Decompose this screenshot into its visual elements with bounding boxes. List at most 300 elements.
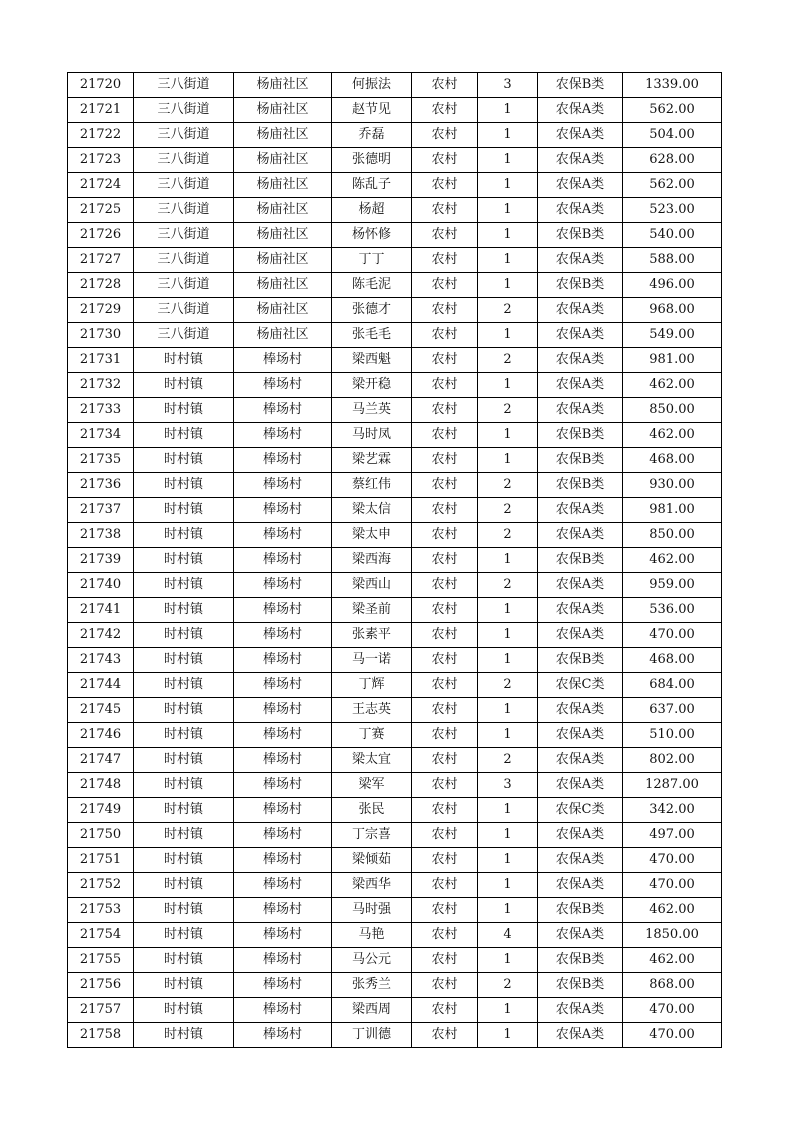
count-cell: 1 (478, 848, 538, 873)
table-row (68, 923, 722, 948)
community-cell: 杨庙社区 (234, 73, 332, 98)
category-cell: 农保A类 (538, 998, 623, 1023)
table-row (68, 898, 722, 923)
type-cell: 农村 (412, 323, 478, 348)
town-cell: 三八街道 (134, 98, 234, 123)
id-cell: 21732 (68, 373, 134, 398)
name-cell: 梁西海 (332, 548, 412, 573)
name-cell: 陈乱子 (332, 173, 412, 198)
name-cell: 丁训德 (332, 1023, 412, 1048)
category-cell: 农保B类 (538, 273, 623, 298)
town-cell: 时村镇 (134, 773, 234, 798)
community-cell: 棒场村 (234, 573, 332, 598)
type-cell: 农村 (412, 273, 478, 298)
amount-cell: 850.00 (623, 398, 722, 423)
type-cell: 农村 (412, 298, 478, 323)
amount-cell: 470.00 (623, 623, 722, 648)
type-cell: 农村 (412, 623, 478, 648)
id-cell: 21746 (68, 723, 134, 748)
community-cell: 棒场村 (234, 748, 332, 773)
name-cell: 张德明 (332, 148, 412, 173)
category-cell: 农保A类 (538, 173, 623, 198)
count-cell: 2 (478, 573, 538, 598)
category-cell: 农保A类 (538, 348, 623, 373)
type-cell: 农村 (412, 73, 478, 98)
type-cell: 农村 (412, 823, 478, 848)
amount-cell: 1339.00 (623, 73, 722, 98)
name-cell: 张素平 (332, 623, 412, 648)
name-cell: 梁开稳 (332, 373, 412, 398)
amount-cell: 470.00 (623, 873, 722, 898)
town-cell: 三八街道 (134, 148, 234, 173)
town-cell: 时村镇 (134, 473, 234, 498)
name-cell: 丁辉 (332, 673, 412, 698)
count-cell: 1 (478, 898, 538, 923)
name-cell: 梁艺霖 (332, 448, 412, 473)
table-row (68, 798, 722, 823)
table-row (68, 723, 722, 748)
count-cell: 1 (478, 198, 538, 223)
type-cell: 农村 (412, 523, 478, 548)
id-cell: 21739 (68, 548, 134, 573)
name-cell: 杨怀修 (332, 223, 412, 248)
community-cell: 棒场村 (234, 1023, 332, 1048)
town-cell: 时村镇 (134, 623, 234, 648)
town-cell: 时村镇 (134, 748, 234, 773)
category-cell: 农保C类 (538, 673, 623, 698)
count-cell: 1 (478, 998, 538, 1023)
category-cell: 农保A类 (538, 323, 623, 348)
category-cell: 农保B类 (538, 473, 623, 498)
name-cell: 丁宗喜 (332, 823, 412, 848)
type-cell: 农村 (412, 198, 478, 223)
id-cell: 21750 (68, 823, 134, 848)
category-cell: 农保A类 (538, 698, 623, 723)
id-cell: 21723 (68, 148, 134, 173)
name-cell: 张秀兰 (332, 973, 412, 998)
table-row (68, 298, 722, 323)
count-cell: 1 (478, 248, 538, 273)
category-cell: 农保A类 (538, 498, 623, 523)
amount-cell: 637.00 (623, 698, 722, 723)
town-cell: 时村镇 (134, 523, 234, 548)
count-cell: 1 (478, 373, 538, 398)
name-cell: 梁西周 (332, 998, 412, 1023)
community-cell: 杨庙社区 (234, 173, 332, 198)
table-row (68, 98, 722, 123)
table-row (68, 698, 722, 723)
type-cell: 农村 (412, 123, 478, 148)
id-cell: 21728 (68, 273, 134, 298)
category-cell: 农保A类 (538, 723, 623, 748)
category-cell: 农保A类 (538, 373, 623, 398)
table-row (68, 123, 722, 148)
type-cell: 农村 (412, 148, 478, 173)
table-row (68, 523, 722, 548)
table-row (68, 948, 722, 973)
category-cell: 农保A类 (538, 248, 623, 273)
name-cell: 梁太宜 (332, 748, 412, 773)
town-cell: 时村镇 (134, 373, 234, 398)
community-cell: 棒场村 (234, 773, 332, 798)
id-cell: 21742 (68, 623, 134, 648)
name-cell: 何振法 (332, 73, 412, 98)
type-cell: 农村 (412, 448, 478, 473)
name-cell: 梁西华 (332, 873, 412, 898)
amount-cell: 462.00 (623, 373, 722, 398)
amount-cell: 470.00 (623, 1023, 722, 1048)
type-cell: 农村 (412, 973, 478, 998)
category-cell: 农保B类 (538, 448, 623, 473)
table-row (68, 73, 722, 98)
community-cell: 杨庙社区 (234, 298, 332, 323)
data-table (67, 72, 722, 1048)
town-cell: 三八街道 (134, 248, 234, 273)
count-cell: 1 (478, 948, 538, 973)
name-cell: 马时凤 (332, 423, 412, 448)
community-cell: 棒场村 (234, 373, 332, 398)
id-cell: 21758 (68, 1023, 134, 1048)
community-cell: 棒场村 (234, 448, 332, 473)
town-cell: 时村镇 (134, 723, 234, 748)
town-cell: 三八街道 (134, 198, 234, 223)
town-cell: 时村镇 (134, 698, 234, 723)
count-cell: 1 (478, 273, 538, 298)
town-cell: 时村镇 (134, 448, 234, 473)
id-cell: 21748 (68, 773, 134, 798)
town-cell: 三八街道 (134, 273, 234, 298)
table-row (68, 623, 722, 648)
amount-cell: 468.00 (623, 648, 722, 673)
count-cell: 1 (478, 698, 538, 723)
id-cell: 21731 (68, 348, 134, 373)
type-cell: 农村 (412, 673, 478, 698)
name-cell: 杨超 (332, 198, 412, 223)
id-cell: 21729 (68, 298, 134, 323)
type-cell: 农村 (412, 173, 478, 198)
category-cell: 农保A类 (538, 923, 623, 948)
count-cell: 1 (478, 798, 538, 823)
community-cell: 杨庙社区 (234, 198, 332, 223)
category-cell: 农保A类 (538, 748, 623, 773)
id-cell: 21752 (68, 873, 134, 898)
id-cell: 21754 (68, 923, 134, 948)
name-cell: 梁西魁 (332, 348, 412, 373)
type-cell: 农村 (412, 848, 478, 873)
amount-cell: 540.00 (623, 223, 722, 248)
table-row (68, 998, 722, 1023)
community-cell: 杨庙社区 (234, 323, 332, 348)
amount-cell: 850.00 (623, 523, 722, 548)
category-cell: 农保B类 (538, 548, 623, 573)
count-cell: 1 (478, 323, 538, 348)
amount-cell: 1287.00 (623, 773, 722, 798)
community-cell: 棒场村 (234, 598, 332, 623)
type-cell: 农村 (412, 898, 478, 923)
category-cell: 农保A类 (538, 823, 623, 848)
table-row (68, 748, 722, 773)
town-cell: 时村镇 (134, 973, 234, 998)
id-cell: 21724 (68, 173, 134, 198)
amount-cell: 342.00 (623, 798, 722, 823)
name-cell: 赵节见 (332, 98, 412, 123)
name-cell: 马艳 (332, 923, 412, 948)
table-row (68, 548, 722, 573)
count-cell: 1 (478, 723, 538, 748)
count-cell: 2 (478, 498, 538, 523)
table-row (68, 273, 722, 298)
id-cell: 21720 (68, 73, 134, 98)
type-cell: 农村 (412, 598, 478, 623)
amount-cell: 684.00 (623, 673, 722, 698)
table-row (68, 773, 722, 798)
community-cell: 棒场村 (234, 948, 332, 973)
community-cell: 棒场村 (234, 848, 332, 873)
amount-cell: 628.00 (623, 148, 722, 173)
category-cell: 农保A类 (538, 1023, 623, 1048)
type-cell: 农村 (412, 873, 478, 898)
table-row (68, 673, 722, 698)
type-cell: 农村 (412, 723, 478, 748)
name-cell: 张民 (332, 798, 412, 823)
type-cell: 农村 (412, 248, 478, 273)
table-row (68, 423, 722, 448)
name-cell: 丁丁 (332, 248, 412, 273)
id-cell: 21727 (68, 248, 134, 273)
id-cell: 21751 (68, 848, 134, 873)
type-cell: 农村 (412, 548, 478, 573)
count-cell: 2 (478, 348, 538, 373)
id-cell: 21741 (68, 598, 134, 623)
count-cell: 2 (478, 473, 538, 498)
town-cell: 时村镇 (134, 898, 234, 923)
id-cell: 21730 (68, 323, 134, 348)
amount-cell: 562.00 (623, 98, 722, 123)
id-cell: 21735 (68, 448, 134, 473)
town-cell: 时村镇 (134, 348, 234, 373)
community-cell: 棒场村 (234, 973, 332, 998)
community-cell: 棒场村 (234, 998, 332, 1023)
category-cell: 农保A类 (538, 573, 623, 598)
count-cell: 1 (478, 648, 538, 673)
name-cell: 张德才 (332, 298, 412, 323)
type-cell: 农村 (412, 698, 478, 723)
id-cell: 21757 (68, 998, 134, 1023)
type-cell: 农村 (412, 1023, 478, 1048)
amount-cell: 802.00 (623, 748, 722, 773)
count-cell: 1 (478, 598, 538, 623)
amount-cell: 497.00 (623, 823, 722, 848)
amount-cell: 1850.00 (623, 923, 722, 948)
type-cell: 农村 (412, 498, 478, 523)
community-cell: 杨庙社区 (234, 148, 332, 173)
town-cell: 时村镇 (134, 548, 234, 573)
community-cell: 棒场村 (234, 348, 332, 373)
category-cell: 农保A类 (538, 298, 623, 323)
table-row (68, 823, 722, 848)
table-row (68, 648, 722, 673)
name-cell: 张毛毛 (332, 323, 412, 348)
category-cell: 农保A类 (538, 198, 623, 223)
table-row (68, 373, 722, 398)
type-cell: 农村 (412, 648, 478, 673)
count-cell: 1 (478, 823, 538, 848)
community-cell: 棒场村 (234, 673, 332, 698)
name-cell: 马时强 (332, 898, 412, 923)
amount-cell: 462.00 (623, 423, 722, 448)
category-cell: 农保A类 (538, 598, 623, 623)
table-row (68, 573, 722, 598)
table-row (68, 498, 722, 523)
town-cell: 时村镇 (134, 848, 234, 873)
category-cell: 农保A类 (538, 773, 623, 798)
category-cell: 农保B类 (538, 948, 623, 973)
type-cell: 农村 (412, 423, 478, 448)
category-cell: 农保A类 (538, 398, 623, 423)
amount-cell: 468.00 (623, 448, 722, 473)
category-cell: 农保B类 (538, 973, 623, 998)
category-cell: 农保B类 (538, 898, 623, 923)
id-cell: 21721 (68, 98, 134, 123)
amount-cell: 562.00 (623, 173, 722, 198)
table-row (68, 473, 722, 498)
table-row (68, 973, 722, 998)
type-cell: 农村 (412, 398, 478, 423)
type-cell: 农村 (412, 223, 478, 248)
id-cell: 21725 (68, 198, 134, 223)
town-cell: 时村镇 (134, 423, 234, 448)
name-cell: 王志英 (332, 698, 412, 723)
town-cell: 三八街道 (134, 173, 234, 198)
id-cell: 21743 (68, 648, 134, 673)
count-cell: 1 (478, 1023, 538, 1048)
category-cell: 农保B类 (538, 73, 623, 98)
count-cell: 1 (478, 148, 538, 173)
category-cell: 农保A类 (538, 98, 623, 123)
community-cell: 棒场村 (234, 798, 332, 823)
table-row (68, 223, 722, 248)
town-cell: 三八街道 (134, 73, 234, 98)
amount-cell: 462.00 (623, 898, 722, 923)
table-row (68, 598, 722, 623)
id-cell: 21733 (68, 398, 134, 423)
count-cell: 1 (478, 448, 538, 473)
id-cell: 21737 (68, 498, 134, 523)
town-cell: 时村镇 (134, 648, 234, 673)
town-cell: 时村镇 (134, 498, 234, 523)
amount-cell: 588.00 (623, 248, 722, 273)
amount-cell: 868.00 (623, 973, 722, 998)
community-cell: 棒场村 (234, 923, 332, 948)
id-cell: 21740 (68, 573, 134, 598)
community-cell: 棒场村 (234, 548, 332, 573)
community-cell: 棒场村 (234, 523, 332, 548)
id-cell: 21756 (68, 973, 134, 998)
count-cell: 4 (478, 923, 538, 948)
count-cell: 1 (478, 123, 538, 148)
community-cell: 杨庙社区 (234, 273, 332, 298)
amount-cell: 536.00 (623, 598, 722, 623)
name-cell: 梁西山 (332, 573, 412, 598)
town-cell: 时村镇 (134, 873, 234, 898)
category-cell: 农保C类 (538, 798, 623, 823)
table-row (68, 398, 722, 423)
table-row (68, 448, 722, 473)
amount-cell: 470.00 (623, 998, 722, 1023)
name-cell: 马公元 (332, 948, 412, 973)
amount-cell: 968.00 (623, 298, 722, 323)
amount-cell: 470.00 (623, 848, 722, 873)
id-cell: 21755 (68, 948, 134, 973)
amount-cell: 981.00 (623, 348, 722, 373)
count-cell: 1 (478, 873, 538, 898)
type-cell: 农村 (412, 923, 478, 948)
type-cell: 农村 (412, 348, 478, 373)
id-cell: 21745 (68, 698, 134, 723)
table-row (68, 348, 722, 373)
category-cell: 农保A类 (538, 873, 623, 898)
community-cell: 棒场村 (234, 698, 332, 723)
type-cell: 农村 (412, 98, 478, 123)
category-cell: 农保A类 (538, 848, 623, 873)
table-row (68, 198, 722, 223)
type-cell: 农村 (412, 748, 478, 773)
type-cell: 农村 (412, 998, 478, 1023)
community-cell: 杨庙社区 (234, 98, 332, 123)
community-cell: 棒场村 (234, 723, 332, 748)
table-row (68, 173, 722, 198)
type-cell: 农村 (412, 798, 478, 823)
type-cell: 农村 (412, 373, 478, 398)
table-row (68, 873, 722, 898)
amount-cell: 462.00 (623, 948, 722, 973)
count-cell: 2 (478, 298, 538, 323)
category-cell: 农保B类 (538, 648, 623, 673)
community-cell: 棒场村 (234, 648, 332, 673)
name-cell: 马一诺 (332, 648, 412, 673)
town-cell: 三八街道 (134, 323, 234, 348)
name-cell: 丁赛 (332, 723, 412, 748)
community-cell: 棒场村 (234, 398, 332, 423)
id-cell: 21736 (68, 473, 134, 498)
town-cell: 时村镇 (134, 948, 234, 973)
count-cell: 3 (478, 773, 538, 798)
name-cell: 乔磊 (332, 123, 412, 148)
type-cell: 农村 (412, 948, 478, 973)
table-row (68, 848, 722, 873)
town-cell: 时村镇 (134, 398, 234, 423)
count-cell: 1 (478, 98, 538, 123)
type-cell: 农村 (412, 473, 478, 498)
category-cell: 农保A类 (538, 148, 623, 173)
id-cell: 21734 (68, 423, 134, 448)
id-cell: 21753 (68, 898, 134, 923)
category-cell: 农保A类 (538, 123, 623, 148)
count-cell: 3 (478, 73, 538, 98)
town-cell: 三八街道 (134, 298, 234, 323)
name-cell: 梁太申 (332, 523, 412, 548)
amount-cell: 496.00 (623, 273, 722, 298)
count-cell: 1 (478, 623, 538, 648)
amount-cell: 523.00 (623, 198, 722, 223)
count-cell: 2 (478, 748, 538, 773)
community-cell: 杨庙社区 (234, 223, 332, 248)
town-cell: 三八街道 (134, 223, 234, 248)
community-cell: 棒场村 (234, 873, 332, 898)
count-cell: 2 (478, 523, 538, 548)
amount-cell: 981.00 (623, 498, 722, 523)
category-cell: 农保A类 (538, 623, 623, 648)
